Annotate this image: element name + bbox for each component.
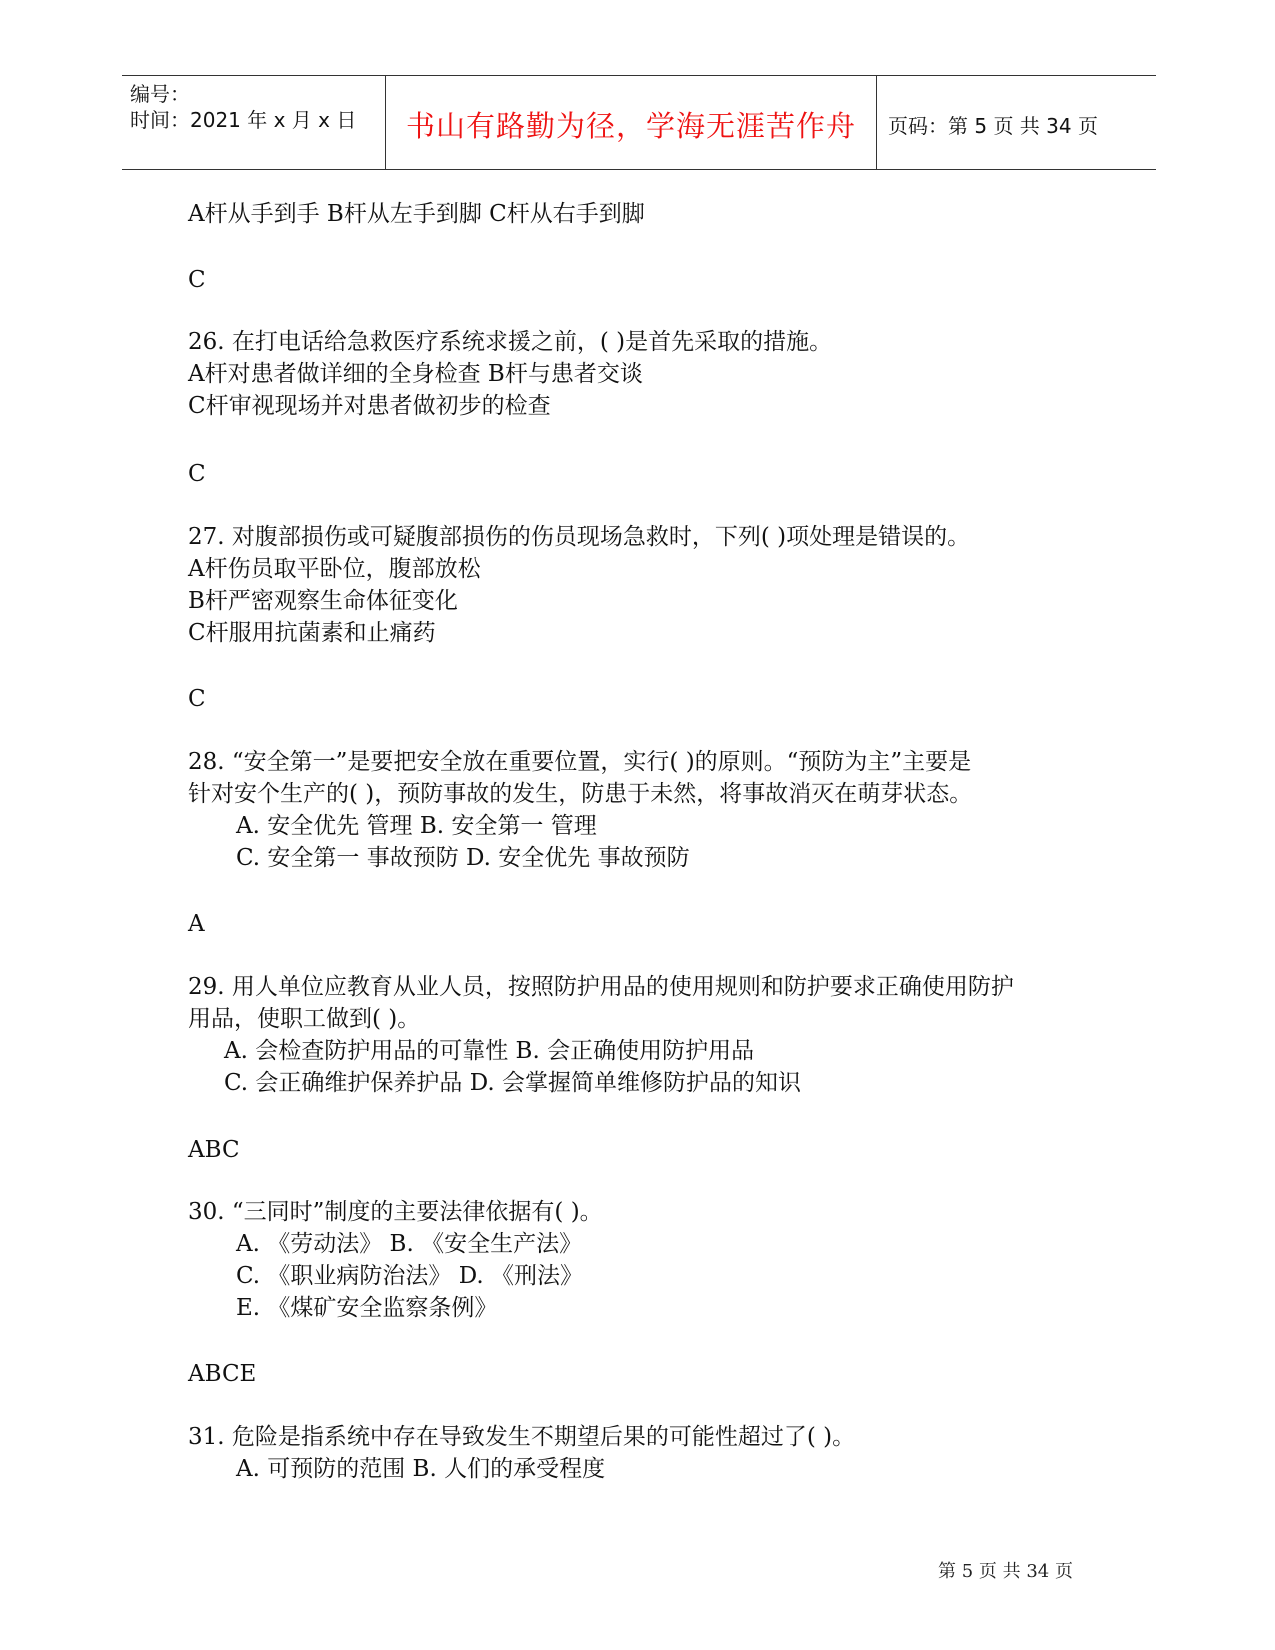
- q27-option-line: B杆严密观察生命体征变化: [188, 588, 458, 614]
- q28-answer: A: [188, 911, 205, 937]
- page-footer: 第 5 页 共 34 页: [938, 1561, 1073, 1582]
- q29-stem: 用品，使职工做到( )。: [188, 1006, 421, 1032]
- q27-stem: 27. 对腹部损伤或可疑腹部损伤的伤员现场急救时，下列( )项处理是错误的。: [188, 524, 971, 550]
- q26-stem: 26. 在打电话给急救医疗系统求援之前，( )是首先采取的措施。: [188, 329, 833, 355]
- q28-stem: 针对安个生产的( )，预防事故的发生，防患于未然，将事故消灭在萌芽状态。: [188, 781, 973, 807]
- q28-stem: 28. “安全第一”是要把安全放在重要位置，实行( )的原则。“预防为主”主要是: [188, 749, 972, 775]
- q29-answer: ABC: [188, 1137, 240, 1163]
- document-time-label: 时间：2021 年 x 月 x 日: [130, 108, 357, 132]
- q25-options: A杆从手到手 B杆从左手到脚 C杆从右手到脚: [188, 201, 645, 227]
- q30-option-line: C. 《职业病防治法》 D. 《刑法》: [236, 1263, 583, 1289]
- q25-answer: C: [188, 267, 206, 293]
- q29-option-line: A. 会检查防护用品的可靠性 B. 会正确使用防护用品: [224, 1038, 755, 1064]
- q29-stem: 29. 用人单位应教育从业人员，按照防护用品的使用规则和防护要求正确使用防护: [188, 974, 1014, 1000]
- q30-option-line: E. 《煤矿安全监察条例》: [236, 1295, 498, 1321]
- header-page-label: 页码：第 5 页 共 34 页: [888, 114, 1098, 138]
- q30-option-line: A. 《劳动法》 B. 《安全生产法》: [236, 1231, 583, 1257]
- q30-stem: 30. “三同时”制度的主要法律依据有( )。: [188, 1199, 603, 1225]
- header-motto: 书山有路勤为径，学海无涯苦作舟: [405, 109, 856, 143]
- q26-option-line: A杆对患者做详细的全身检查 B杆与患者交谈: [188, 361, 643, 387]
- q30-answer: ABCE: [188, 1361, 257, 1387]
- q27-option-line: A杆伤员取平卧位，腹部放松: [188, 556, 481, 582]
- q29-option-line: C. 会正确维护保养护品 D. 会掌握简单维修防护品的知识: [224, 1070, 801, 1096]
- q28-option-line: A. 安全优先 管理 B. 安全第一 管理: [236, 813, 597, 839]
- q31-option-line: A. 可预防的范围 B. 人们的承受程度: [236, 1456, 606, 1482]
- document-number-label: 编号：: [130, 82, 190, 106]
- q27-answer: C: [188, 686, 206, 712]
- q26-option-line: C杆审视现场并对患者做初步的检查: [188, 393, 551, 419]
- q26-answer: C: [188, 461, 206, 487]
- q27-option-line: C杆服用抗菌素和止痛药: [188, 620, 436, 646]
- q31-stem: 31. 危险是指系统中存在导致发生不期望后果的可能性超过了( )。: [188, 1424, 856, 1450]
- q28-option-line: C. 安全第一 事故预防 D. 安全优先 事故预防: [236, 845, 690, 871]
